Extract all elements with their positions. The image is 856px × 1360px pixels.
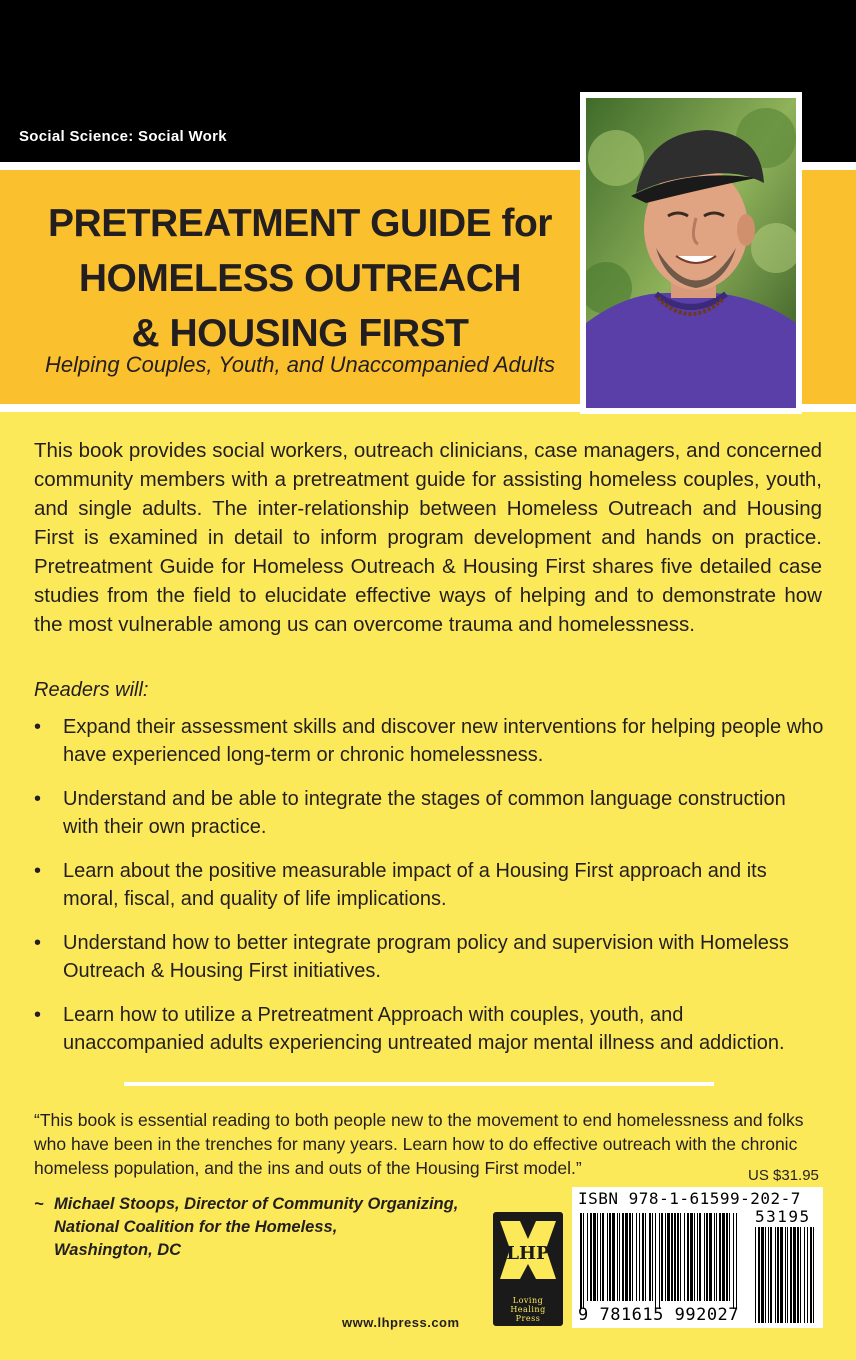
- barcode-bar: [677, 1213, 679, 1301]
- barcode-bar: [719, 1213, 721, 1301]
- list-item: • Expand their assessment skills and discover new interventions for helping people who have experienced long-term or chronic homelessness.: [34, 713, 824, 769]
- section-divider: [124, 1082, 714, 1086]
- readers-heading: Readers will:: [34, 679, 149, 701]
- barcode-bar: [600, 1213, 601, 1301]
- addon-bar: [755, 1227, 756, 1323]
- barcode-bar: [607, 1213, 608, 1301]
- barcode-bar: [587, 1213, 588, 1301]
- barcode-bar: [680, 1213, 681, 1301]
- addon-bar: [810, 1227, 812, 1323]
- barcode-bar: [639, 1213, 640, 1301]
- testimonial-author: [34, 1193, 554, 1262]
- testimonial-quote: “This book is essential reading to both people new to the movement to end homelessness and folks who have been in the trenches for many years. Learn how to do effective outreach with the chronic homeless population, and the ins and outs of the Housing First model.”: [34, 1110, 804, 1178]
- category-label: Social Science: Social Work: [19, 128, 227, 145]
- barcode-bar: [661, 1213, 663, 1301]
- barcode-bar: [699, 1213, 701, 1301]
- price-label: US $31.95: [748, 1167, 819, 1184]
- barcode-bar: [684, 1213, 685, 1301]
- barcode-bar: [726, 1213, 728, 1301]
- publisher-name: Loving Healing Press: [510, 1296, 546, 1323]
- barcode-bar: [714, 1213, 715, 1301]
- title-line-3: & HOUSING FIRST: [131, 312, 469, 355]
- bullet-icon: •: [34, 932, 42, 954]
- barcode-bar: [716, 1213, 717, 1301]
- addon-bar: [790, 1227, 792, 1323]
- barcode-bar: [625, 1213, 628, 1301]
- list-item: • Learn how to utilize a Pretreatment Approach with couples, youth, and unaccompanied adults experiencing untreated major mental illness and addiction.: [34, 1001, 824, 1057]
- barcode-bar: [642, 1213, 644, 1301]
- barcode-bar: [665, 1213, 666, 1301]
- barcode-bar: [659, 1213, 660, 1309]
- addon-bar: [793, 1227, 796, 1323]
- bullet-icon: •: [34, 1004, 42, 1026]
- addon-bar: [785, 1227, 786, 1323]
- barcode-bar: [609, 1213, 611, 1301]
- barcode-bar: [674, 1213, 676, 1301]
- addon-bar: [807, 1227, 808, 1323]
- barcode-bar: [645, 1213, 646, 1301]
- barcode-bar: [602, 1213, 604, 1301]
- barcode-bar: [652, 1213, 653, 1301]
- logo-letters: LHP: [506, 1243, 550, 1264]
- barcode-bar: [649, 1213, 651, 1301]
- readers-list: [34, 713, 824, 1073]
- barcode-bar: [617, 1213, 618, 1301]
- addon-bar: [787, 1227, 788, 1323]
- barcode: [572, 1187, 823, 1328]
- publisher-url[interactable]: www.lhpress.com: [342, 1315, 460, 1330]
- barcode-bar: [704, 1213, 705, 1301]
- isbn-number: ISBN 978-1-61599-202-7: [578, 1189, 801, 1208]
- addon-bar: [768, 1227, 769, 1323]
- addon-bar: [804, 1227, 805, 1323]
- book-subtitle: Helping Couples, Youth, and Unaccompanied Adults: [44, 352, 555, 377]
- barcode-bar: [619, 1213, 620, 1301]
- title-line-2: HOMELESS OUTREACH: [78, 257, 522, 300]
- tilde-mark: ~: [34, 1195, 44, 1213]
- addon-bar: [775, 1227, 776, 1323]
- addon-bar: [797, 1227, 799, 1323]
- author-location-line: Washington, DC: [54, 1241, 182, 1259]
- barcode-bar: [590, 1213, 592, 1301]
- addon-bar: [770, 1227, 772, 1323]
- author-org-line: National Coalition for the Homeless,: [54, 1218, 338, 1236]
- barcode-bar: [655, 1213, 656, 1309]
- barcode-bar: [632, 1213, 633, 1301]
- author-portrait-image: [586, 98, 796, 408]
- bullet-icon: •: [34, 788, 42, 810]
- list-item: • Understand and be able to integrate the stages of common language construction with their own practice.: [34, 785, 824, 841]
- ean-number: 9 781615 992027: [578, 1305, 740, 1325]
- author-name-line: Michael Stoops, Director of Community Organizing,: [54, 1195, 459, 1213]
- barcode-bar: [729, 1213, 730, 1301]
- book-title: [40, 196, 560, 361]
- barcode-bar: [667, 1213, 670, 1301]
- addon-bar: [813, 1227, 814, 1323]
- addon-bar: [765, 1227, 766, 1323]
- list-item: • Learn about the positive measurable impact of a Housing First approach and its moral, fiscal, and quality of life implications.: [34, 857, 824, 913]
- barcode-bar: [687, 1213, 689, 1301]
- barcode-bar: [722, 1213, 725, 1301]
- author-photo: [580, 92, 802, 414]
- barcode-bar: [629, 1213, 631, 1301]
- addon-bar: [758, 1227, 760, 1323]
- bullet-icon: •: [34, 716, 42, 738]
- list-item: • Understand how to better integrate program policy and supervision with Homeless Outreach & Housing First initiatives.: [34, 929, 824, 985]
- barcode-bar: [733, 1213, 734, 1309]
- bullet-icon: •: [34, 860, 42, 882]
- barcode-bar: [697, 1213, 698, 1301]
- barcode-bar: [597, 1213, 598, 1301]
- book-description: This book provides social workers, outreach clinicians, case managers, and concerned community members with a pretreatment guide for assisting homeless couples, youth, and single adults. The inter-relationship between Homeless Outreach and Housing First is examined in detail to inform program development and hands on practice. Pretreatment Guide for Homeless Outreach & Housing First shares five detailed case studies from the field to elucidate effective ways of helping and to demonstrate how the most vulnerable among us can overcome trauma and homelessness.: [34, 439, 822, 636]
- barcode-bar: [706, 1213, 708, 1301]
- barcode-bar: [736, 1213, 737, 1309]
- barcode-bar: [671, 1213, 673, 1301]
- barcode-bar: [694, 1213, 695, 1301]
- addon-bar: [780, 1227, 783, 1323]
- addon-bar: [777, 1227, 779, 1323]
- addon-bar: [800, 1227, 801, 1323]
- barcode-bar: [622, 1213, 624, 1301]
- addon-bar: [761, 1227, 764, 1323]
- title-line-1: PRETREATMENT GUIDE for: [48, 202, 552, 245]
- addon-number: 53195: [755, 1207, 811, 1226]
- barcode-bar: [709, 1213, 712, 1301]
- barcode-bar: [583, 1213, 584, 1309]
- barcode-bar: [612, 1213, 615, 1301]
- barcode-bar: [593, 1213, 596, 1301]
- barcode-bar: [636, 1213, 637, 1301]
- barcode-bar: [690, 1213, 693, 1301]
- barcode-bar: [580, 1213, 582, 1309]
